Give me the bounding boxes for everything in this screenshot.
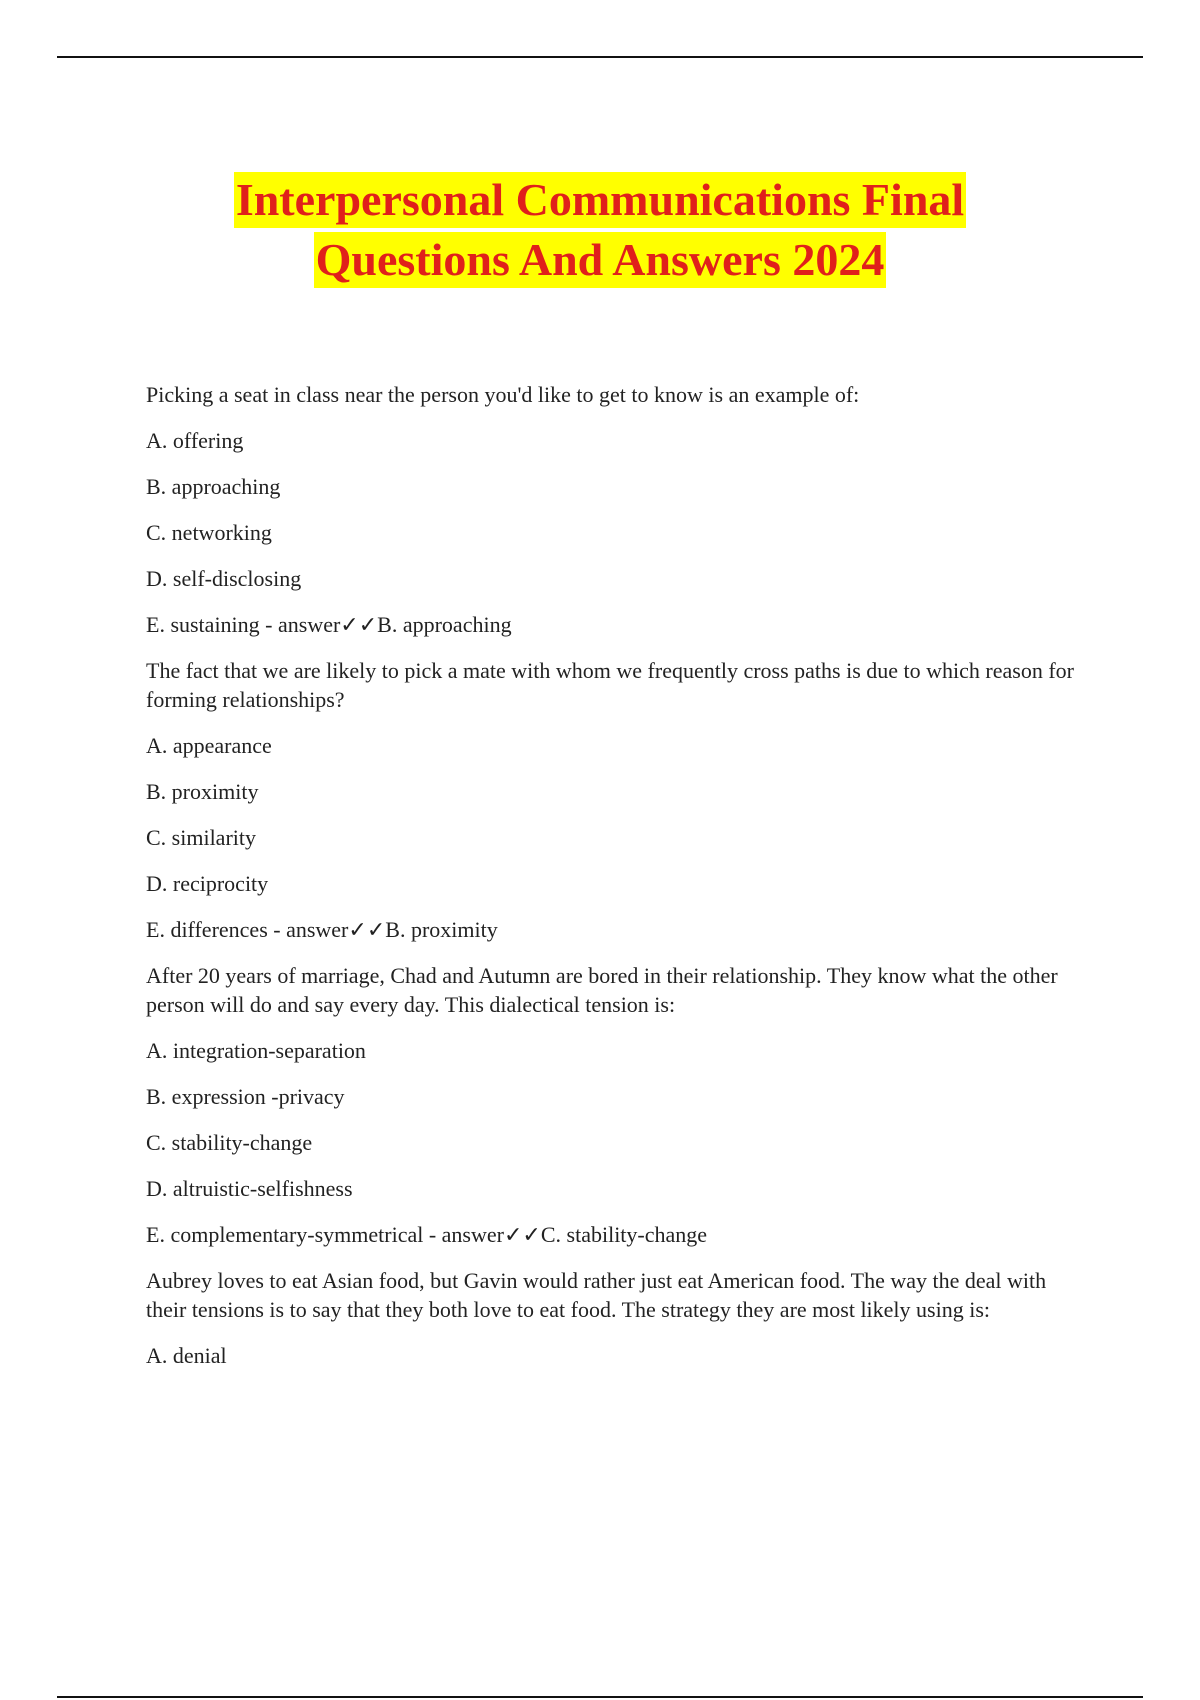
answer-line [146,1220,1086,1250]
last-option-text: E. differences - answer [146,917,349,942]
answer-option: A. appearance [146,733,272,758]
title-line-1: Interpersonal Communications Final [234,172,966,228]
answer-option: A. offering [146,428,244,453]
correct-answer: B. approaching [377,612,512,637]
answer-option: C. networking [146,520,272,545]
top-rule [57,56,1143,58]
answer-option: A. denial [146,1343,227,1368]
answer-option: A. integration-separation [146,1038,366,1063]
answer-option: D. reciprocity [146,871,269,896]
question-prompt: Aubrey loves to eat Asian food, but Gavin would rather just eat American food. The way the deal with their tensions is to say that they both love to eat food. The strategy they are most likely using is: [146,1268,1047,1322]
answer-option: D. self-disclosing [146,566,302,591]
title-line-2: Questions And Answers 2024 [314,232,887,288]
last-option-text: E. complementary-symmetrical - answer [146,1222,504,1247]
answer-option: B. proximity [146,779,259,804]
question-block [146,1266,1086,1370]
question-block [146,380,1086,640]
question-block [146,656,1086,945]
answer-option: C. stability-change [146,1130,313,1155]
answer-line [146,610,1086,640]
double-check-icon: ✓✓ [348,918,386,943]
question-list [146,380,1086,1387]
answer-option: B. approaching [146,474,281,499]
answer-line [146,915,1086,945]
double-check-icon: ✓✓ [503,1223,541,1248]
correct-answer: C. stability-change [540,1222,708,1247]
last-option-text: E. sustaining - answer [146,612,341,637]
question-block [146,961,1086,1250]
document-title [0,170,1200,290]
answer-option: D. altruistic-selfishness [146,1176,353,1201]
correct-answer: B. proximity [385,917,498,942]
answer-option: B. expression -privacy [146,1084,345,1109]
answer-option: C. similarity [146,825,256,850]
double-check-icon: ✓✓ [340,613,378,638]
question-prompt: After 20 years of marriage, Chad and Autumn are bored in their relationship. They know what the other person will do and say every day. This dialectical tension is: [146,963,1058,1017]
question-prompt: Picking a seat in class near the person you'd like to get to know is an example of: [146,382,860,407]
bottom-rule [57,1696,1143,1698]
question-prompt: The fact that we are likely to pick a mate with whom we frequently cross paths is due to which reason for forming relationships? [146,658,1074,712]
